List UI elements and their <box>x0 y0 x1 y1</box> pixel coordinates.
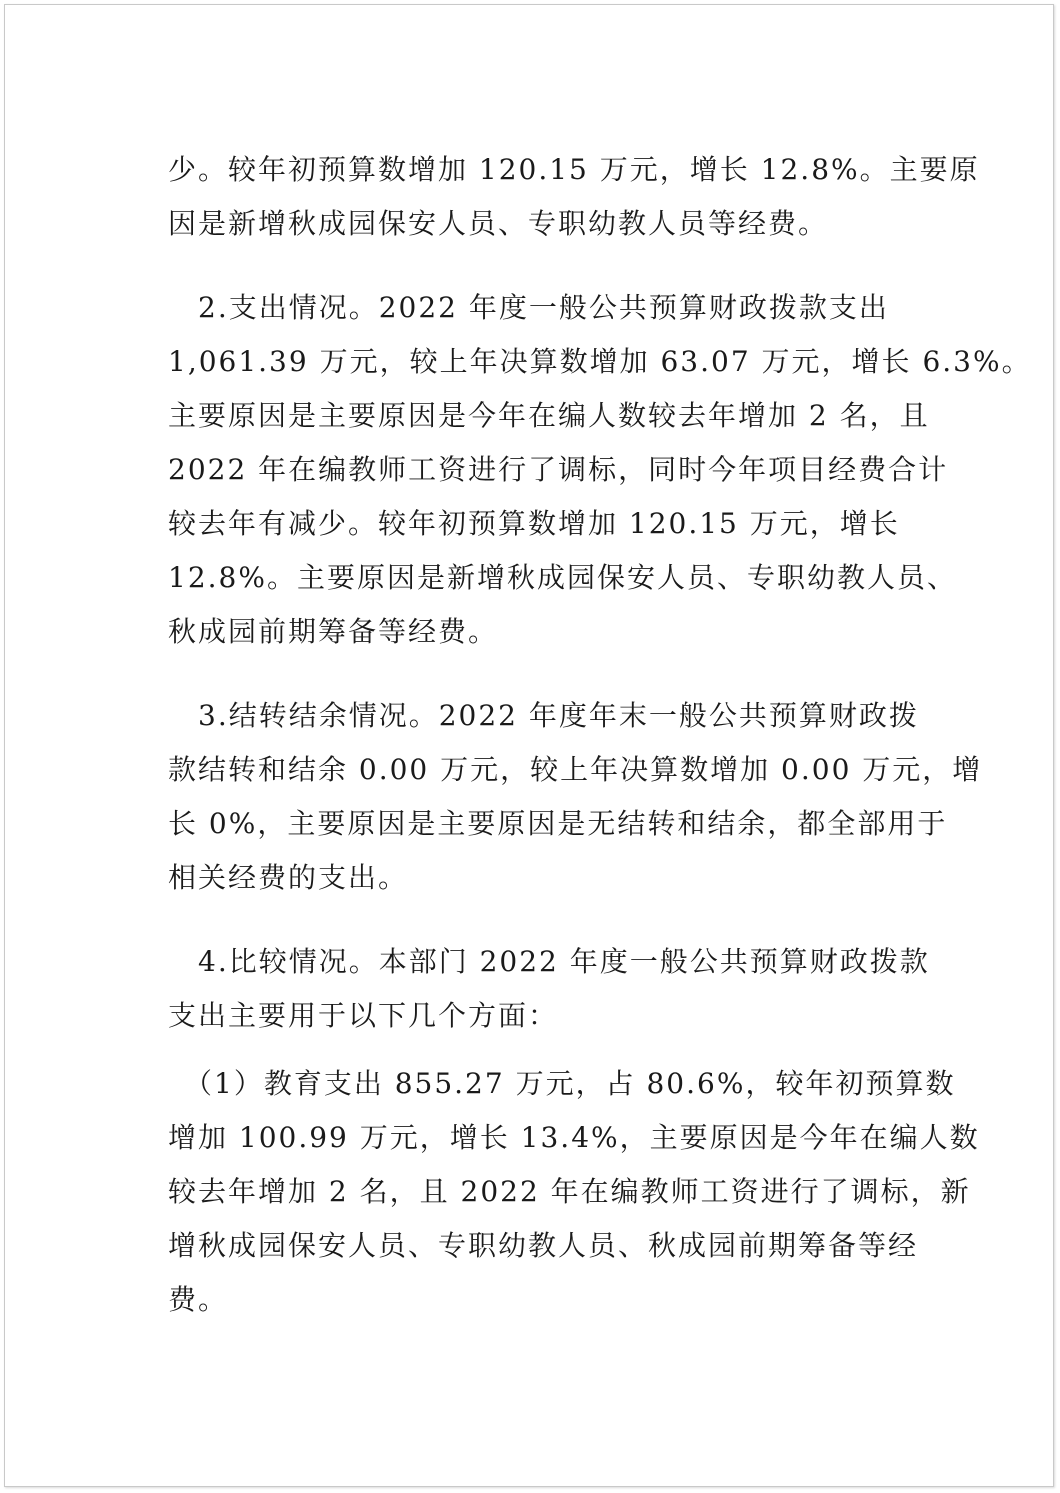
text-line: 少。较年初预算数增加 120.15 万元，增长 12.8%。主要原 <box>168 153 980 186</box>
text-line: （1）教育支出 855.27 万元，占 80.6%，较年初预算数 <box>168 1067 956 1100</box>
text-line: 2022 年在编教师工资进行了调标，同时今年项目经费合计 <box>168 453 949 486</box>
text-line: 12.8%。主要原因是新增秋成园保安人员、专职幼教人员、 <box>168 561 957 594</box>
text-line: 较去年有减少。较年初预算数增加 120.15 万元，增长 <box>168 507 900 540</box>
text-line: 费。 <box>168 1283 229 1316</box>
text-line: 秋成园前期筹备等经费。 <box>168 615 499 648</box>
document-page <box>4 4 1054 1487</box>
text-line: 1,061.39 万元，较上年决算数增加 63.07 万元，增长 6.3%。 <box>168 345 1032 378</box>
paragraph-expenditure <box>168 281 1032 659</box>
document-body <box>168 143 1032 1327</box>
paragraph-comparison <box>168 935 930 1043</box>
text-line: 增秋成园保安人员、专职幼教人员、秋成园前期筹备等经 <box>168 1229 919 1262</box>
text-line: 长 0%，主要原因是主要原因是无结转和结余，都全部用于 <box>168 807 948 840</box>
text-line: 2.支出情况。2022 年度一般公共预算财政拨款支出 <box>168 291 889 324</box>
text-line: 增加 100.99 万元，增长 13.4%，主要原因是今年在编人数 <box>168 1121 980 1154</box>
text-line: 相关经费的支出。 <box>168 861 409 894</box>
text-line: 因是新增秋成园保安人员、专职幼教人员等经费。 <box>168 207 829 240</box>
paragraph-education-expenditure <box>168 1057 980 1327</box>
paragraph-budget-summary <box>168 143 980 251</box>
text-line: 款结转和结余 0.00 万元，较上年决算数增加 0.00 万元，增 <box>168 753 983 786</box>
text-line: 支出主要用于以下几个方面： <box>168 999 559 1032</box>
text-line: 4.比较情况。本部门 2022 年度一般公共预算财政拨款 <box>168 945 930 978</box>
text-line: 3.结转结余情况。2022 年度年末一般公共预算财政拨 <box>168 699 919 732</box>
text-line: 较去年增加 2 名，且 2022 年在编教师工资进行了调标，新 <box>168 1175 971 1208</box>
paragraph-carryover <box>168 689 983 905</box>
text-line: 主要原因是主要原因是今年在编人数较去年增加 2 名，且 <box>168 399 930 432</box>
